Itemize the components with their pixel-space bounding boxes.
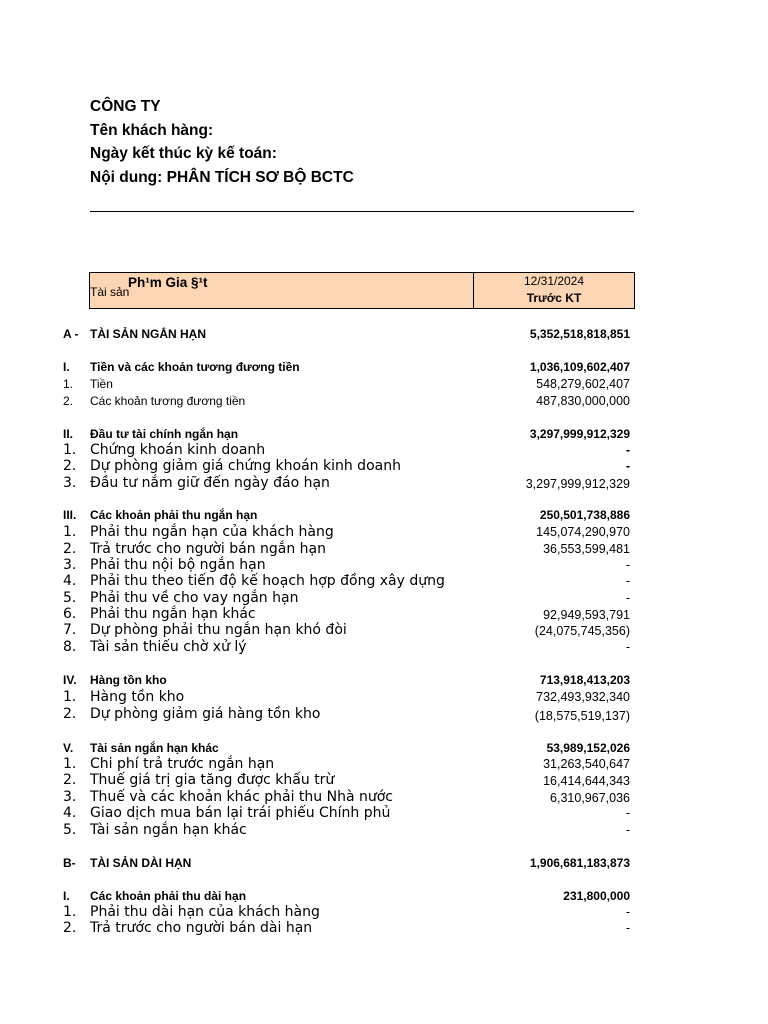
table-row <box>0 394 768 411</box>
table-row <box>0 805 768 822</box>
table-row <box>0 327 768 344</box>
row-label: Phải thu ngắn hạn khác <box>90 606 256 622</box>
row-number: III. <box>63 508 77 522</box>
table-row <box>0 822 768 839</box>
row-number: 5. <box>63 590 77 606</box>
row-label: Dự phòng giảm giá hàng tồn kho <box>90 706 321 722</box>
date-column-header: 12/31/2024 <box>523 274 585 288</box>
table-row <box>0 475 768 492</box>
table-row <box>0 377 768 394</box>
row-value: - <box>625 591 630 605</box>
row-number: 1. <box>63 524 77 540</box>
row-number: 1. <box>63 377 74 391</box>
row-number: 8. <box>63 639 77 655</box>
row-label: Phải thu dài hạn của khách hàng <box>90 904 320 920</box>
table-row <box>0 360 768 377</box>
row-number: 1. <box>63 756 77 772</box>
row-label: Phải thu ngắn hạn của khách hàng <box>90 524 334 540</box>
row-value: 1,906,681,183,873 <box>529 856 630 870</box>
row-label: Tài sản ngắn hạn khác <box>90 741 219 755</box>
row-number: 3. <box>63 789 77 805</box>
table-row <box>0 622 768 639</box>
row-value: 487,830,000,000 <box>536 394 630 408</box>
table-row <box>0 541 768 558</box>
row-value: - <box>625 459 630 473</box>
row-value: 5,352,518,818,851 <box>529 327 630 341</box>
table-row <box>0 590 768 607</box>
row-value: 145,074,290,970 <box>536 525 630 539</box>
row-value: (18,575,519,137) <box>534 709 630 723</box>
row-number: I. <box>63 889 70 903</box>
table-row <box>0 442 768 459</box>
row-number: 6. <box>63 606 77 622</box>
row-value: - <box>625 443 630 457</box>
row-label: Đầu tư tài chính ngắn hạn <box>90 427 239 441</box>
table-row <box>0 573 768 590</box>
row-label: TÀI SẢN NGẮN HẠN <box>90 327 206 341</box>
row-number: IV. <box>63 673 77 687</box>
row-label: Các khoản phải thu ngắn hạn <box>90 508 258 522</box>
table-row <box>0 920 768 937</box>
table-row <box>0 606 768 623</box>
row-number: 2. <box>63 394 74 408</box>
period-end-line: Ngày kết thúc kỳ kế toán: <box>90 145 277 162</box>
company-line: CÔNG TY <box>90 98 161 115</box>
table-row <box>0 706 768 723</box>
row-number: I. <box>63 360 70 374</box>
table-row <box>0 756 768 773</box>
row-label: Tiền và các khoản tương đương tiền <box>90 360 300 374</box>
row-number: II. <box>63 427 74 441</box>
row-value: 16,414,644,343 <box>543 774 630 788</box>
row-value: - <box>625 921 630 935</box>
row-value: 6,310,967,036 <box>550 791 630 805</box>
row-label: Trả trước cho người bán dài hạn <box>90 920 313 936</box>
table-row <box>0 673 768 690</box>
table-row <box>0 557 768 574</box>
row-number: V. <box>63 741 74 755</box>
table-row <box>0 689 768 706</box>
row-label: Các khoản tương đương tiền <box>90 394 246 408</box>
row-label: Dự phòng phải thu ngắn hạn khó đòi <box>90 622 347 638</box>
row-number: 2. <box>63 920 77 936</box>
before-audit-header: Trước KT <box>526 291 582 305</box>
row-value: - <box>625 823 630 837</box>
row-label: Phải thu nội bộ ngắn hạn <box>90 557 266 573</box>
row-number: 5. <box>63 822 77 838</box>
report-header <box>90 95 354 189</box>
row-value: - <box>625 558 630 572</box>
row-number: 7. <box>63 622 77 638</box>
row-number: 4. <box>63 805 77 821</box>
row-number: A - <box>63 327 79 341</box>
row-value: 548,279,602,407 <box>536 377 630 391</box>
row-value: - <box>625 574 630 588</box>
table-row <box>0 639 768 656</box>
row-number: 2. <box>63 772 77 788</box>
row-value: 3,297,999,912,329 <box>525 477 630 491</box>
row-label: TÀI SẢN DÀI HẠN <box>90 856 192 870</box>
row-value: 231,800,000 <box>563 889 630 903</box>
row-label: Chứng khoán kinh doanh <box>90 442 266 458</box>
row-label: Hàng tồn kho <box>90 689 185 705</box>
table-row <box>0 458 768 475</box>
row-label: Trả trước cho người bán ngắn hạn <box>90 541 327 557</box>
row-value: 1,036,109,602,407 <box>529 360 630 374</box>
row-label: Tài sản ngắn hạn khác <box>90 822 247 838</box>
header-divider <box>90 211 634 212</box>
row-label: Hàng tồn kho <box>90 673 167 687</box>
row-number: 1. <box>63 689 77 705</box>
row-label: Chi phí trả trước ngắn hạn <box>90 756 275 772</box>
row-label: Giao dịch mua bán lại trái phiếu Chính phủ <box>90 805 391 821</box>
table-row <box>0 789 768 806</box>
firm-name: Ph¹m Gia §¹t <box>128 275 208 290</box>
row-label: Tài sản thiếu chờ xử lý <box>90 639 247 655</box>
asset-column-header: Tài sản <box>90 285 130 299</box>
row-number: 4. <box>63 573 77 589</box>
row-number: 2. <box>63 458 77 474</box>
table-row <box>0 904 768 921</box>
row-value: 36,553,599,481 <box>543 542 630 556</box>
row-value: (24,075,745,356) <box>534 624 630 638</box>
row-value: 732,493,932,340 <box>536 690 630 704</box>
row-number: 1. <box>63 904 77 920</box>
row-value: 31,263,540,647 <box>543 757 630 771</box>
table-row <box>0 856 768 873</box>
table-row <box>0 524 768 541</box>
row-value: - <box>625 640 630 654</box>
row-value: 250,501,738,886 <box>539 508 630 522</box>
row-label: Phải thu theo tiến độ kế hoạch hợp đồng xây dựng <box>90 573 445 589</box>
row-value: 3,297,999,912,329 <box>529 427 630 441</box>
customer-line: Tên khách hàng: <box>90 121 214 139</box>
row-label: Thuế giá trị gia tăng được khấu trừ <box>90 772 335 788</box>
row-label: Đầu tư nắm giữ đến ngày đáo hạn <box>90 475 330 491</box>
row-number: B- <box>63 856 76 870</box>
row-label: Dự phòng giảm giá chứng khoán kinh doanh <box>90 458 401 474</box>
content-line: Nội dung: PHÂN TÍCH SƠ BỘ BCTC <box>90 168 354 186</box>
table-row <box>0 508 768 525</box>
row-number: 3. <box>63 475 77 491</box>
row-value: 713,918,413,203 <box>539 673 630 687</box>
row-number: 2. <box>63 541 77 557</box>
row-label: Các khoản phải thu dài hạn <box>90 889 247 903</box>
row-label: Thuế và các khoản khác phải thu Nhà nước <box>90 789 394 805</box>
row-label: Tiền <box>90 377 113 391</box>
table-header <box>89 272 635 309</box>
row-label: Phải thu về cho vay ngắn hạn <box>90 590 299 606</box>
row-value: 53,989,152,026 <box>546 741 630 755</box>
row-number: 3. <box>63 557 77 573</box>
table-row <box>0 772 768 789</box>
row-number: 1. <box>63 442 77 458</box>
row-value: 92,949,593,791 <box>543 608 630 622</box>
row-number: 2. <box>63 706 77 722</box>
row-value: - <box>625 806 630 820</box>
row-value: - <box>625 905 630 919</box>
